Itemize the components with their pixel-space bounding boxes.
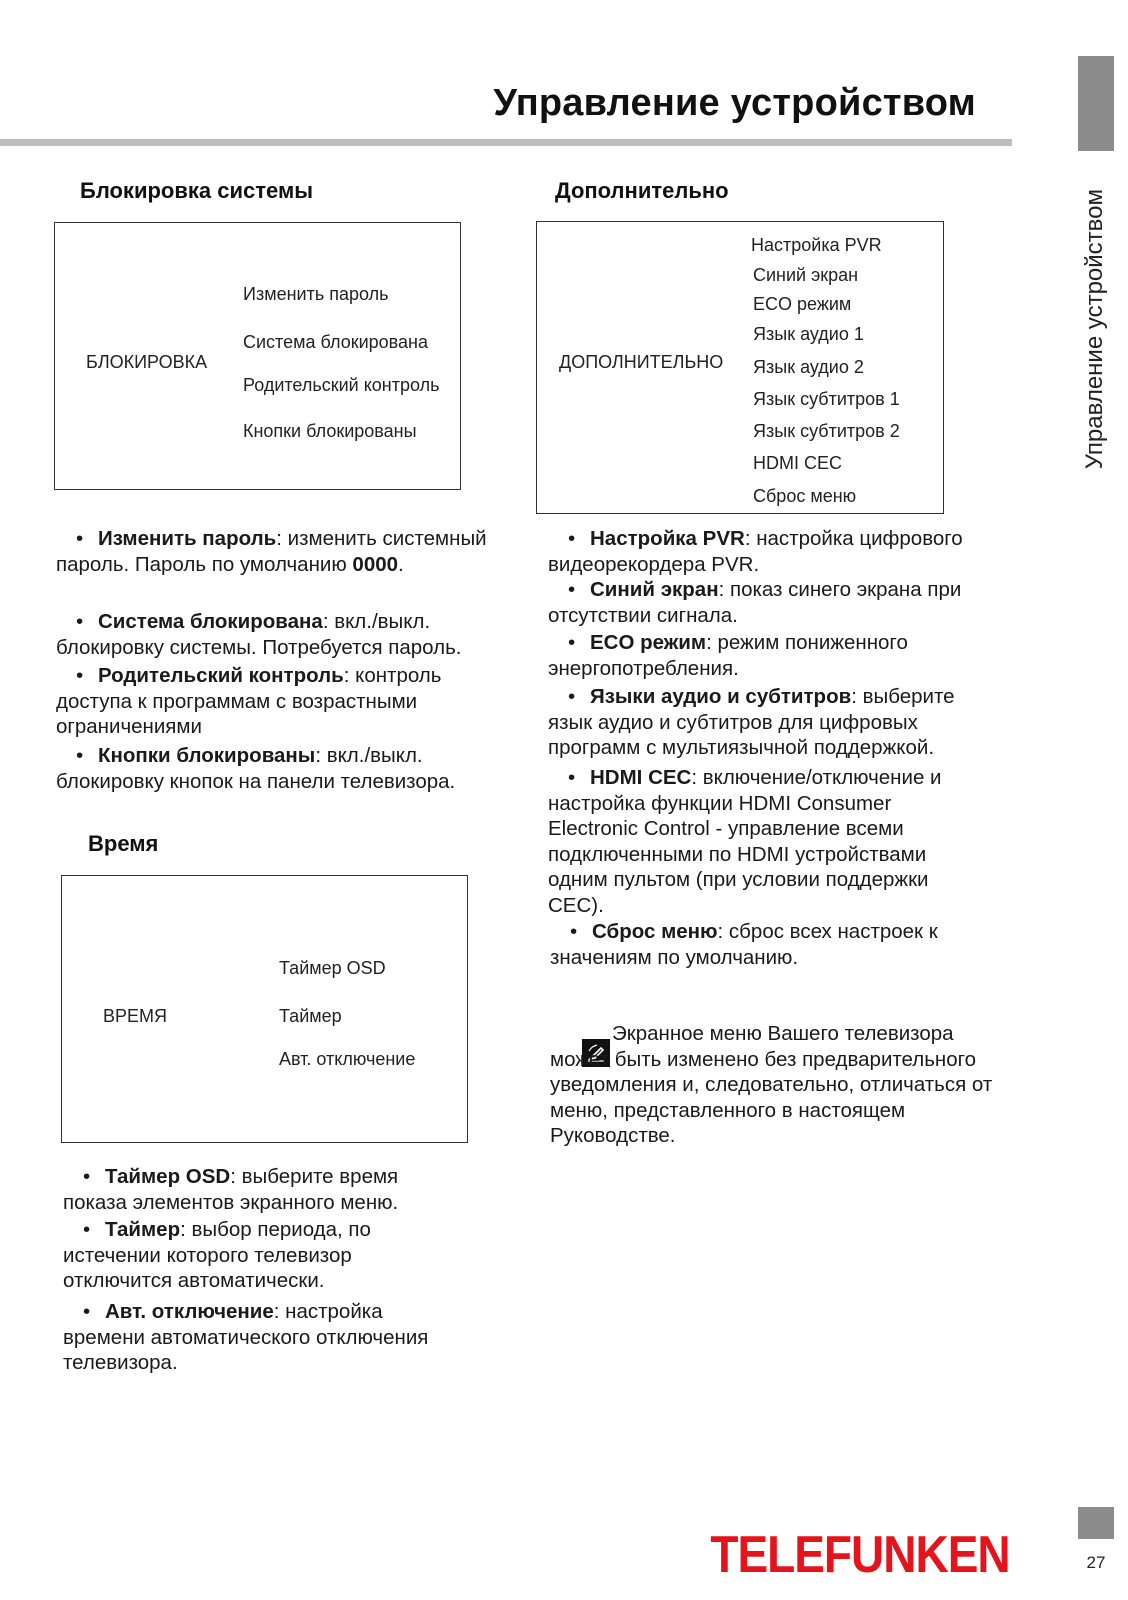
para-text: : сброс всех настроек к значениям по умолчанию. (550, 920, 938, 969)
extra-menu-item: HDMI CEC (753, 453, 842, 473)
extra-menu-item: Синий экран (753, 265, 859, 285)
extra-menu-item: Язык аудио 2 (753, 357, 864, 377)
para-text: : показ синего экрана при отсутствии сигнала. (548, 578, 962, 627)
lock-menu-item: Кнопки блокированы (243, 421, 417, 441)
para-text: : режим пониженного энергопотребления. (548, 631, 908, 680)
lock-para: • Кнопки блокированы: вкл./выкл. блокировку кнопок на панели телевизора. (56, 744, 456, 793)
term: Кнопки блокированы (98, 744, 316, 767)
lock-menu-box (54, 222, 461, 490)
para-text: : настройка цифрового видеорекордера PVR. (548, 527, 963, 576)
time-menu-box (61, 875, 468, 1143)
para-text: : выберите время показа элементов экранного меню. (63, 1165, 399, 1214)
extra-menu-item: Язык аудио 1 (753, 324, 864, 344)
term: Система блокирована (98, 610, 323, 633)
extra-menu-item: Язык субтитров 2 (753, 421, 900, 441)
side-tab-text: Управление устройством (1081, 188, 1108, 470)
time-para: • Таймер: выбор периода, по истечении которого телевизор отключится автоматически. (63, 1218, 371, 1292)
para-text: : включение/отключение и настройка функции HDMI Consumer Electronic Control - управление всеми подключенными по HDMI устройствами одним пультом (при условии поддержки CEC). (548, 766, 942, 917)
page-number: 27 (1086, 1553, 1106, 1572)
time-menu-main: ВРЕМЯ (103, 1006, 168, 1026)
time-menu-item: Авт. отключение (279, 1049, 416, 1069)
extra-menu-item: ECO режим (753, 294, 852, 314)
lock-para: • Изменить пароль: изменить системный пароль. Пароль по умолчанию 0000. (56, 527, 487, 576)
term: Таймер OSD (105, 1165, 231, 1188)
term: Родительский контроль (98, 664, 344, 687)
time-heading: Время (88, 831, 159, 856)
extra-heading: Дополнительно (555, 178, 729, 203)
lock-para: • Система блокирована: вкл./выкл. блокировку системы. Потребуется пароль. (56, 610, 462, 659)
para-text: : выбор периода, по истечении которого телевизор отключится автоматически. (63, 1218, 371, 1292)
time-menu-item: Таймер (279, 1006, 342, 1026)
lock-menu-item: Родительский контроль (243, 375, 440, 395)
term: Настройка PVR (590, 527, 745, 550)
extra-menu-main: ДОПОЛНИТЕЛЬНО (559, 352, 724, 372)
side-tab-marker (1078, 56, 1114, 151)
time-para: • Таймер OSD: выберите время показа элементов экранного меню. (63, 1165, 399, 1214)
lock-para: • Родительский контроль: контроль доступа к программам с возрастными ограничениями (56, 664, 442, 738)
extra-para: • Сброс меню: сброс всех настроек к значениям по умолчанию. (550, 920, 938, 969)
page-number-tab (1078, 1507, 1114, 1539)
term: Сброс меню (592, 920, 718, 943)
para-tail: . (398, 552, 404, 576)
extra-menu-item: Настройка PVR (751, 235, 882, 255)
term: Изменить пароль (98, 527, 277, 550)
extra-para: • HDMI CEC: включение/отключение и настройка функции HDMI Consumer Electronic Control - управление всеми подключенными по HDMI устройствами одним пультом (при условии поддержки CEC). (548, 766, 942, 917)
extra-para: • ECO режим: режим пониженного энергопотребления. (548, 631, 908, 680)
para-text: : выберите язык аудио и субтитров для цифровых программ с мультиязычной поддержкой. (548, 685, 955, 759)
term: Синий экран (590, 578, 719, 601)
title-rule (0, 139, 1012, 146)
para-text: : настройка времени автоматического отключения телевизора. (63, 1300, 429, 1374)
term: HDMI CEC (590, 766, 692, 789)
page-title: Управление устройством (493, 82, 976, 124)
lock-menu-main: БЛОКИРОВКА (86, 352, 208, 372)
lock-menu-item: Система блокирована (243, 332, 428, 352)
extra-para: • Настройка PVR: настройка цифрового видеорекордера PVR. (548, 527, 963, 576)
lock-heading: Блокировка системы (80, 178, 314, 203)
note-text: Экранное меню Вашего телевизора может быть изменено без предварительного уведомления и, следовательно, отличаться от меню, представленного в настоящем Руководстве. (550, 1022, 993, 1147)
extra-menu-item: Сброс меню (753, 486, 857, 506)
lock-menu-item: Изменить пароль (243, 284, 389, 304)
extra-para: • Синий экран: показ синего экрана при отсутствии сигнала. (548, 578, 962, 627)
time-para: • Авт. отключение: настройка времени автоматического отключения телевизора. (63, 1300, 429, 1374)
extra-para: • Языки аудио и субтитров: выберите язык аудио и субтитров для цифровых программ с мультиязычной поддержкой. (548, 685, 955, 759)
term: Таймер (105, 1218, 181, 1241)
para-text: : вкл./выкл. блокировку системы. Потребуется пароль. (56, 610, 462, 659)
para-text: : изменить системный пароль. Пароль по умолчанию (56, 527, 487, 576)
term: ECO режим (590, 631, 707, 654)
time-menu-item: Таймер OSD (279, 958, 386, 978)
para-text: : вкл./выкл. блокировку кнопок на панели телевизора. (56, 744, 456, 793)
side-tab-label (1073, 168, 1117, 490)
para-text: : контроль доступа к программам с возрастными ограничениями (56, 664, 442, 738)
extra-menu-item: Язык субтитров 1 (753, 389, 900, 409)
extra-menu-box (536, 221, 944, 514)
term: Авт. отключение (105, 1300, 274, 1323)
term: Языки аудио и субтитров (590, 685, 852, 708)
brand-logo: TELEFUNKEN (710, 1524, 1010, 1584)
default-password: 0000 (352, 552, 399, 576)
